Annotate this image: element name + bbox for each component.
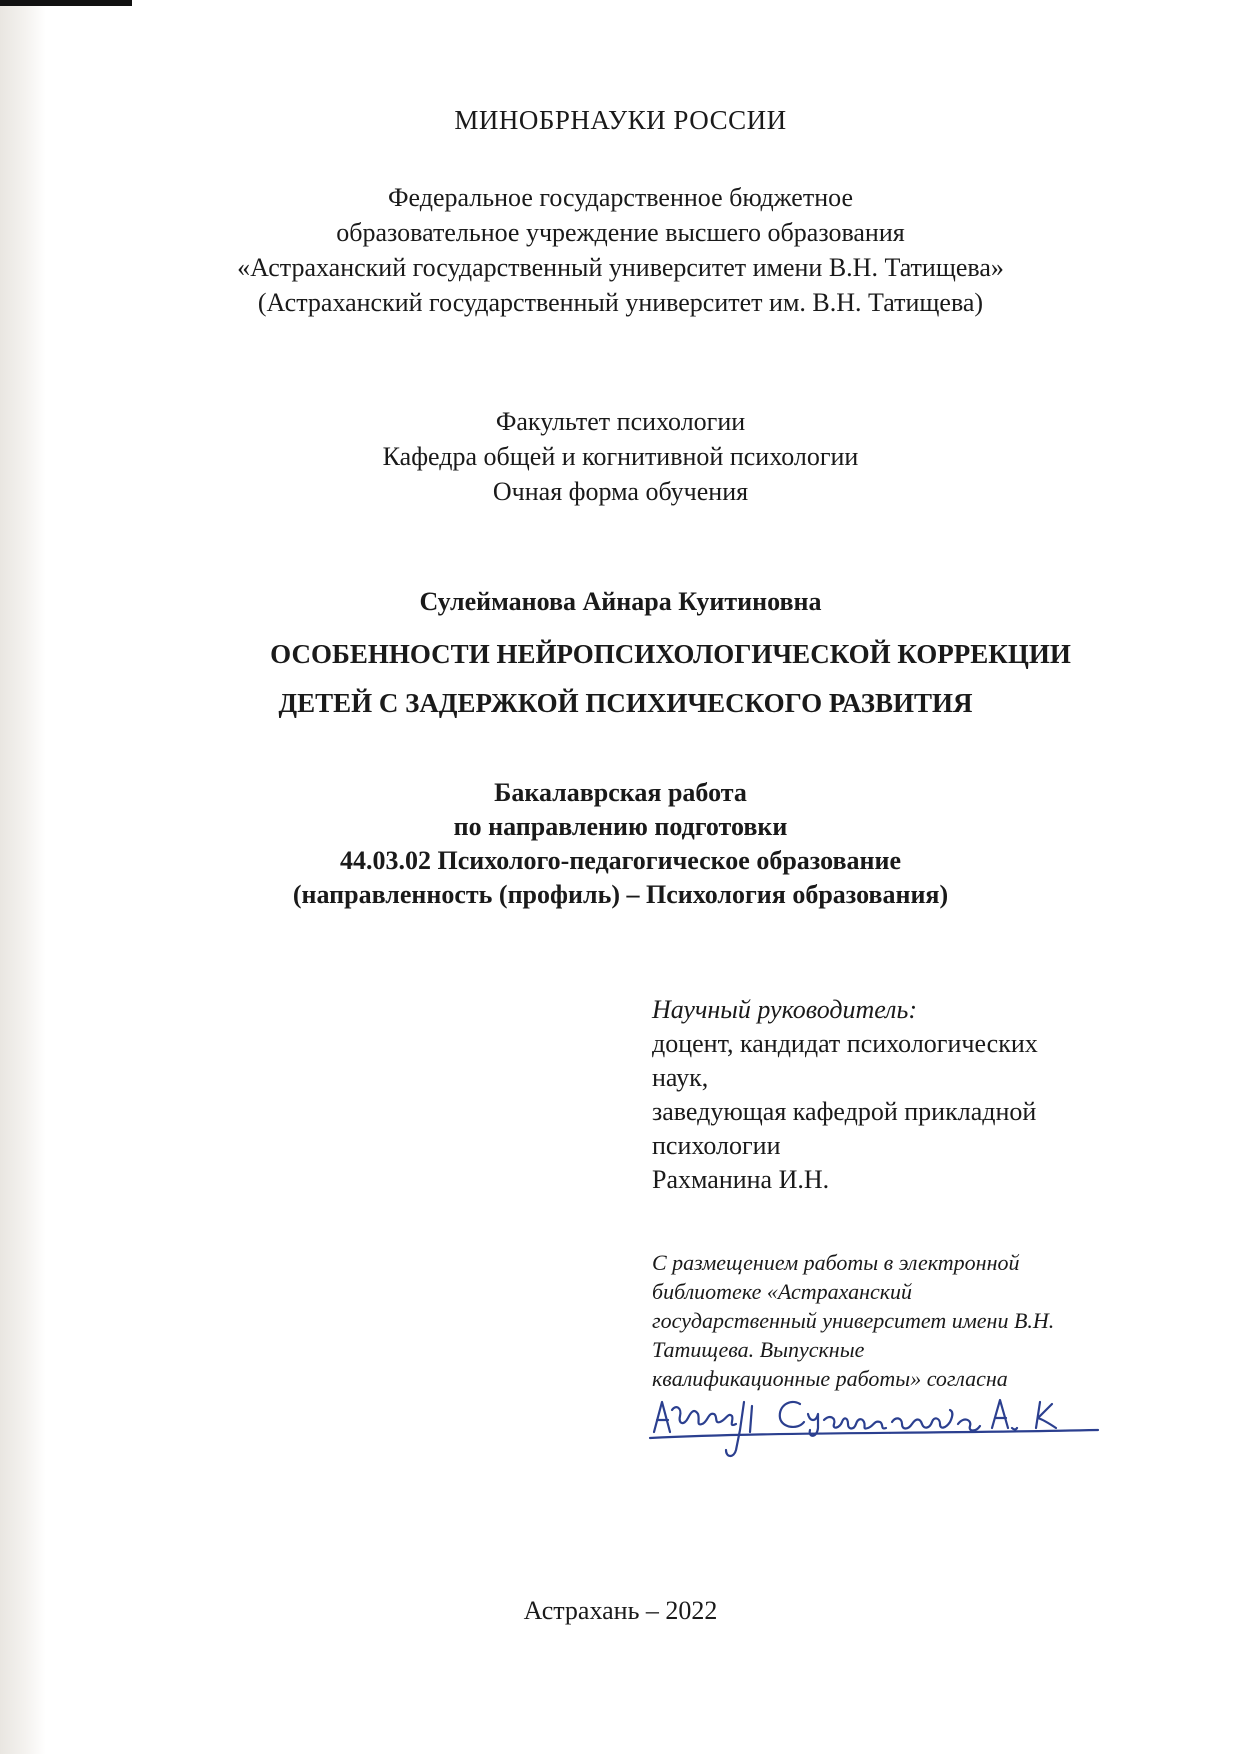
supervisor-name: Рахманина И.Н.	[652, 1165, 830, 1194]
university-block	[0, 180, 1241, 320]
university-line: образовательное учреждение высшего образования	[336, 218, 905, 247]
consent-line: С размещением работы в электронной	[652, 1250, 1020, 1275]
thesis-title	[0, 630, 1241, 728]
supervisor-line: наук,	[652, 1063, 709, 1092]
faculty-name: Факультет психологии	[495, 407, 746, 436]
supervisor-line: доцент, кандидат психологических	[652, 1029, 1038, 1058]
work-type-line: по направлению подготовки	[453, 812, 788, 841]
thesis-title-line: ДЕТЕЙ С ЗАДЕРЖКОЙ ПСИХИЧЕСКОГО РАЗВИТИЯ	[278, 688, 973, 718]
university-line: Федеральное государственное бюджетное	[388, 183, 853, 212]
supervisor-block	[652, 993, 1038, 1197]
chair-name: Кафедра общей и когнитивной психологии	[382, 442, 859, 471]
thesis-title-line: ОСОБЕННОСТИ НЕЙРОПСИХОЛОГИЧЕСКОЙ КОРРЕКЦИИ	[270, 639, 1071, 669]
consent-line: государственный университет имени В.Н.	[652, 1308, 1055, 1333]
consent-line: библиотеке «Астраханский	[652, 1279, 913, 1304]
program-profile: (направленность (профиль) – Психология образования)	[292, 880, 949, 909]
university-line: «Астраханский государственный университет имени В.Н. Татищева»	[237, 253, 1004, 282]
consent-statement	[652, 1248, 1054, 1393]
consent-line: Татищева. Выпускные	[652, 1337, 865, 1362]
supervisor-label: Научный руководитель:	[652, 995, 918, 1024]
work-type: Бакалаврская работа	[494, 778, 747, 807]
scan-mark	[0, 0, 132, 6]
supervisor-line: заведующая кафедрой прикладной	[652, 1097, 1037, 1126]
study-form: Очная форма обучения	[492, 477, 749, 506]
program-code: 44.03.02 Психолого-педагогическое образование	[340, 846, 901, 875]
city-year: Астрахань – 2022	[523, 1596, 718, 1625]
university-line: (Астраханский государственный университет им. В.Н. Татищева)	[257, 288, 984, 317]
supervisor-line: психологии	[652, 1131, 781, 1160]
consent-line: квалификационные работы» согласна	[652, 1366, 1008, 1391]
department-block	[0, 404, 1241, 509]
handwritten-signature	[648, 1380, 1108, 1460]
work-type-block	[0, 776, 1241, 912]
ministry-name: МИНОБРНАУКИ РОССИИ	[454, 105, 787, 135]
author-name: Сулейманова Айнара Куитиновна	[419, 587, 822, 616]
